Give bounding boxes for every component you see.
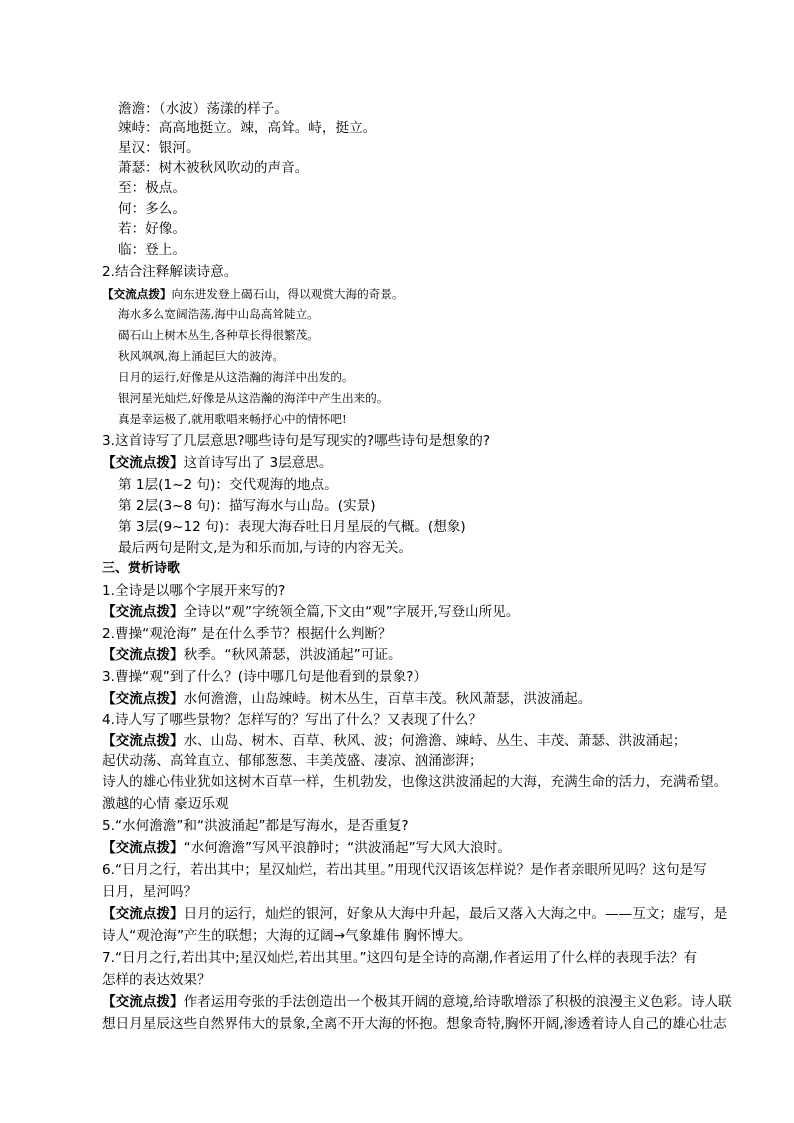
text-line: [102, 794, 229, 814]
line-text: 澹澹：（水波）荡漾的样子。: [118, 101, 288, 117]
line-text: 7.“日月之行,若出其中;星汉灿烂,若出其里。”这四句是全诗的高潮,作者运用了什么样的表现手法？有: [102, 950, 698, 966]
text-line: [118, 99, 288, 119]
line-text: 日月，星河吗？: [102, 884, 198, 900]
line-text: 银河星光灿烂,好像是从这浩瀚的海洋中产生出来的。: [118, 391, 389, 405]
line-text: 竦峙：高高地挺立。竦，高耸。峙，挺立。: [118, 120, 377, 136]
text-line: [102, 751, 483, 771]
text-line: [102, 816, 409, 836]
line-text: 想日月星辰这些自然界伟大的景象,全离不开大海的怀抱。想象奇特,胸怀开阔,渗透着诗人自己的雄心壮志: [102, 1016, 727, 1032]
text-line: [102, 838, 511, 858]
text-line: [118, 158, 308, 178]
line-text: 诗人的雄心伟业犹如这树木百草一样，生机勃发，也像这洪波涌起的大海，充满生命的活力，充满希望。: [102, 774, 728, 790]
text-line: [102, 772, 727, 792]
line-text: 这首诗写出了 3层意思。: [183, 455, 333, 471]
line-text: 星汉：银河。: [118, 140, 200, 156]
text-line: [102, 284, 403, 304]
line-text: 萧瑟：树木被秋风吹动的声音。: [118, 160, 309, 176]
discussion-tag: 【交流点拨】: [102, 733, 184, 749]
text-line: [118, 325, 319, 345]
text-line: [118, 199, 186, 219]
text-line: [102, 882, 197, 902]
discussion-tag: 【交流点拨】: [102, 906, 184, 922]
text-line: [118, 178, 186, 198]
line-text: 激越的心情 豪迈乐观: [102, 796, 229, 812]
line-text: 秋风飒飒,海上涌起巨大的波涛。: [118, 349, 284, 363]
text-line: [102, 667, 427, 687]
line-text: 碣石山上树木丛生,各种草长得很繁茂。: [118, 328, 319, 342]
line-text: 1.全诗是以哪个字展开来写的?: [102, 583, 286, 599]
line-text: 诗人“观沧海”产生的联想；大海的辽阔→气象雄伟 胸怀博大。: [102, 928, 472, 944]
text-line: [102, 1014, 727, 1034]
text-line: [102, 262, 237, 282]
line-text: 水、山岛、树木、百草、秋风、波；何澹澹、竦峙、丛生、丰茂、萧瑟、洪波涌起；: [183, 733, 687, 749]
line-text: 临：登上。: [118, 242, 186, 258]
text-line: [102, 926, 472, 946]
text-line: [102, 645, 402, 665]
line-text: 水何澹澹，山岛竦峙。树木丛生，百草丰茂。秋风萧瑟，洪波涌起。: [183, 691, 592, 707]
line-text: 至：极点。: [118, 180, 186, 196]
line-text: 若：好像。: [118, 221, 186, 237]
text-line: [118, 138, 200, 158]
line-text: 三、赏析诗歌: [102, 561, 181, 576]
text-line: [118, 219, 186, 239]
line-text: 日月的运行，灿烂的银河，好象从大海中升起，最后又落入大海之中。——互文；虚写，是: [183, 906, 728, 922]
discussion-tag: 【交流点拨】: [102, 647, 184, 663]
line-text: “水何澹澹”写风平浪静时；“洪波涌起”写大风大浪时。: [183, 840, 511, 856]
line-text: 海水多么宽阔浩荡,海中山岛高耸陡立。: [118, 307, 319, 321]
discussion-tag: 【交流点拨】: [102, 604, 184, 620]
text-line: [102, 559, 180, 579]
text-line: [102, 860, 707, 880]
line-text: 何：多么。: [118, 201, 186, 217]
text-line: [102, 453, 332, 473]
discussion-tag: 【交流点拨】: [102, 840, 184, 856]
text-line: [118, 388, 388, 408]
line-text: 最后两句是附文,是为和乐而加,与诗的内容无关。: [118, 540, 413, 556]
line-text: 6.“日月之行，若出其中；星汉灿烂，若出其里。”用现代汉语该怎样说？是作者亲眼所见吗？这句是写: [102, 862, 707, 878]
line-text: 2.曹操“观沧海” 是在什么季节？根据什么判断？: [102, 626, 392, 642]
text-line: [102, 624, 392, 644]
text-line: [102, 731, 687, 751]
text-line: [118, 346, 284, 366]
line-text: 真是幸运极了,就用歌唱来畅抒心中的情怀吧!: [118, 412, 347, 426]
discussion-tag: 【交流点拨】: [102, 455, 184, 471]
line-text: 作者运用夸张的手法创造出一个极其开阔的意境,给诗歌增添了积极的浪漫主义色彩。诗人联: [183, 994, 732, 1010]
discussion-tag: 【交流点拨】: [102, 994, 184, 1010]
text-line: [102, 948, 697, 968]
text-line: [118, 517, 466, 537]
text-line: [102, 710, 482, 730]
text-line: [102, 992, 732, 1012]
text-line: [118, 475, 338, 495]
discussion-tag: 【交流点拨】: [102, 287, 172, 301]
line-text: 第 1层(1~2 句)：交代观海的地点。: [118, 477, 338, 493]
line-text: 怎样的表达效果？: [102, 972, 211, 988]
text-line: [118, 118, 376, 138]
text-line: [118, 409, 347, 429]
line-text: 3.这首诗写了几层意思?哪些诗句是写现实的?哪些诗句是想象的?: [102, 433, 491, 449]
text-line: [118, 240, 186, 260]
text-line: [118, 304, 319, 324]
discussion-tag: 【交流点拨】: [102, 691, 184, 707]
text-line: [118, 367, 354, 387]
line-text: 向东进发登上碣石山，得以观赏大海的奇景。: [171, 287, 404, 301]
line-text: 起伏动荡、高耸直立、郁郁葱葱、丰美茂盛、凄凉、汹涌澎湃；: [102, 753, 483, 769]
text-line: [102, 581, 285, 601]
line-text: 3.曹操“观”到了什么？(诗中哪几句是他看到的景象?）: [102, 669, 428, 685]
line-text: 2.结合注释解读诗意。: [102, 264, 238, 280]
text-line: [102, 689, 591, 709]
text-line: [102, 602, 519, 622]
text-line: [102, 970, 211, 990]
line-text: 5.“水何澹澹”和“洪波涌起”都是写海水，是否重复?: [102, 818, 409, 834]
text-line: [118, 496, 376, 516]
line-text: 第 3层(9~12 句)：表现大海吞吐日月星辰的气概。(想象): [118, 519, 466, 535]
text-line: [102, 431, 490, 451]
line-text: 秋季。“秋风萧瑟，洪波涌起”可证。: [183, 647, 402, 663]
line-text: 日月的运行,好像是从这浩瀚的海洋中出发的。: [118, 370, 354, 384]
line-text: 全诗以“观”字统领全篇,下文由“观”字展开,写登山所见。: [183, 604, 520, 620]
line-text: 第 2层(3~8 句)：描写海水与山岛。(实景): [118, 498, 376, 514]
line-text: 4.诗人写了哪些景物？怎样写的？写出了什么？又表现了什么？: [102, 712, 482, 728]
text-line: [102, 904, 727, 924]
text-line: [118, 538, 412, 558]
